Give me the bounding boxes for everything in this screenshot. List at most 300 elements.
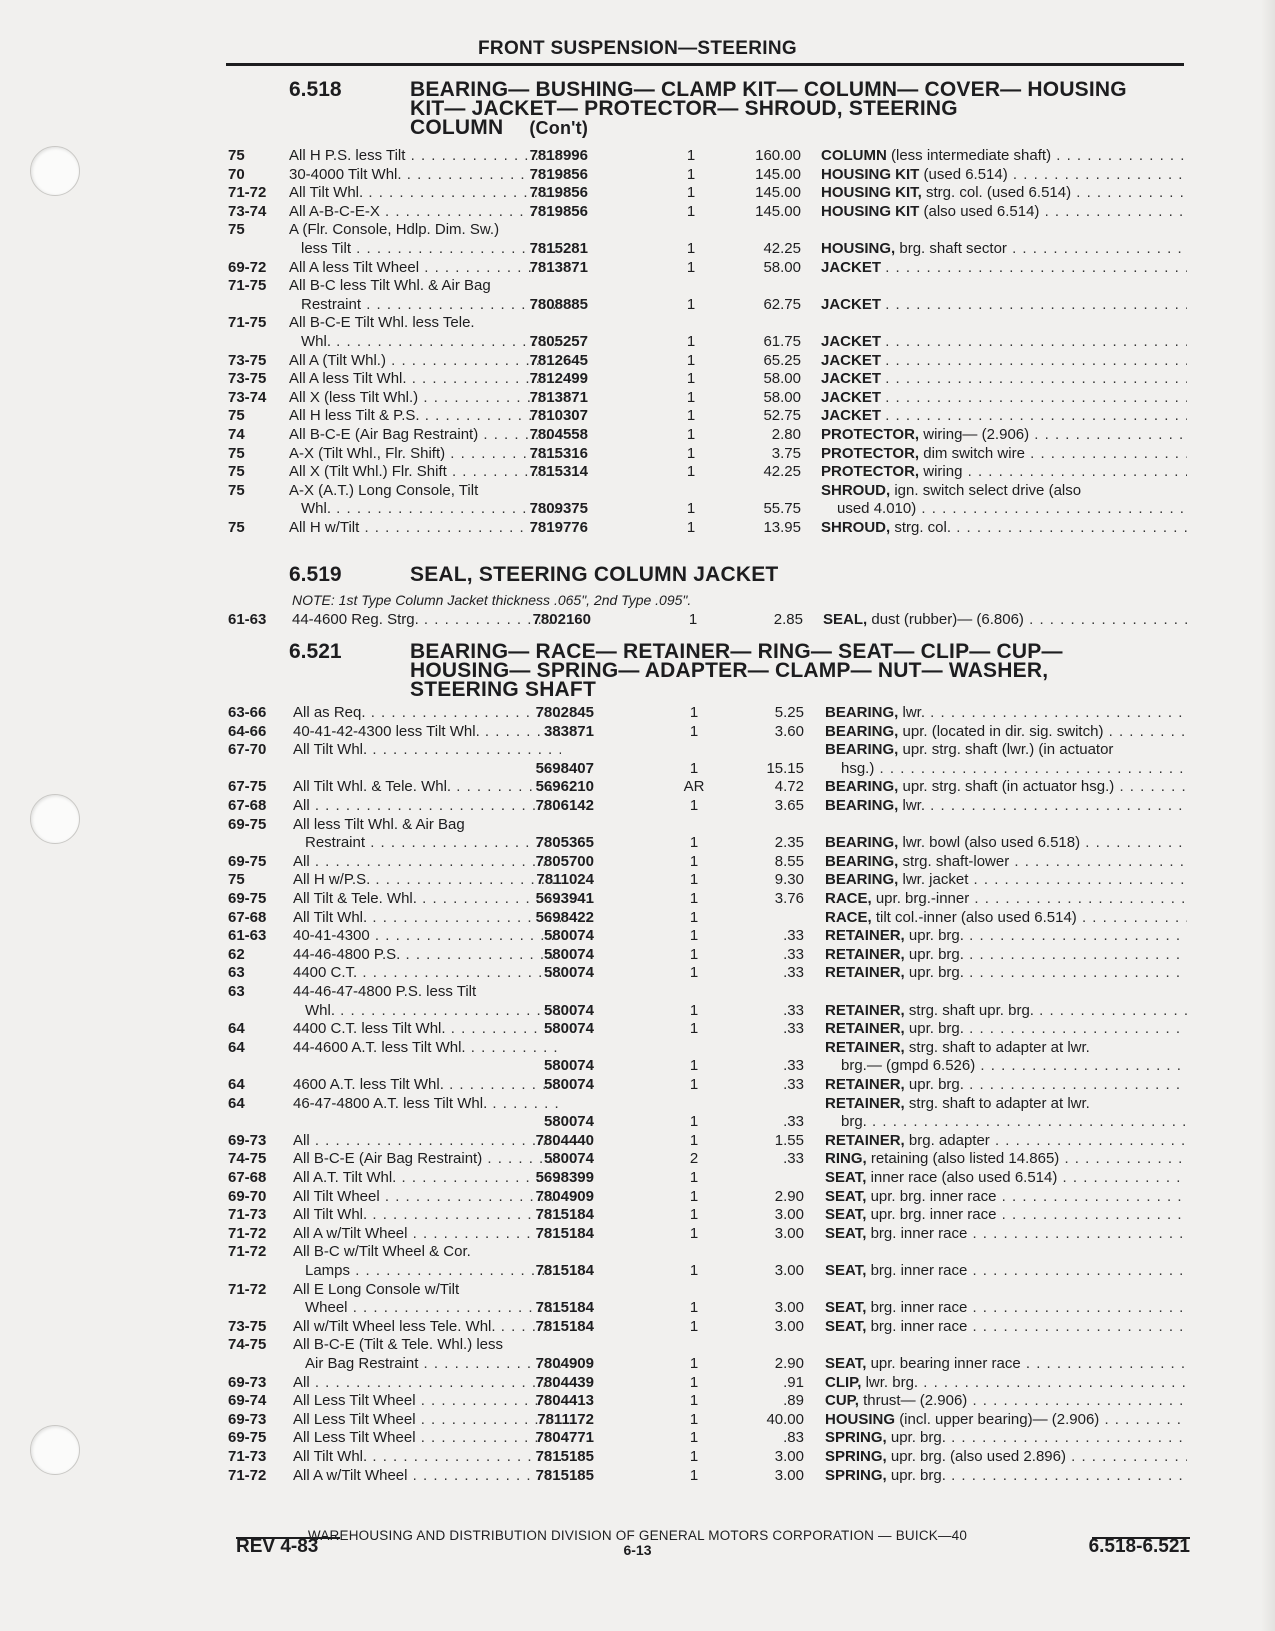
part-number: 7819856 bbox=[529, 165, 588, 183]
model-year: 74-75 bbox=[228, 1336, 267, 1354]
part-description bbox=[821, 239, 1187, 258]
part-entry-line bbox=[0, 963, 1275, 982]
part-name: JACKET bbox=[821, 351, 882, 369]
quantity: 1 bbox=[688, 611, 698, 628]
part-entry-line bbox=[0, 481, 1275, 500]
price: 3.00 bbox=[774, 1262, 804, 1279]
part-detail: strg. shaft upr. brg. bbox=[908, 1001, 1034, 1019]
part-detail: strg. col. (used 6.514) bbox=[926, 184, 1072, 202]
part-detail: brg. inner race bbox=[870, 1317, 968, 1335]
part-number: 7815184 bbox=[535, 1299, 594, 1317]
page-number: 6-13 bbox=[623, 1542, 652, 1558]
price: .33 bbox=[783, 1020, 804, 1038]
price: .33 bbox=[783, 1076, 804, 1093]
model-application: All H w/Tilt . . . bbox=[289, 518, 557, 537]
part-entry-line bbox=[0, 1019, 1275, 1038]
model-application: 4600 A.T. less Tilt Whl. . . . bbox=[293, 1075, 561, 1094]
quantity: 1 bbox=[689, 1355, 699, 1372]
model-application: All H P.S. less Tilt . . . bbox=[289, 146, 557, 165]
quantity: 1 bbox=[689, 1392, 699, 1410]
part-number: 7809375 bbox=[529, 500, 588, 518]
price: 52.75 bbox=[763, 407, 801, 425]
model-year: 71-72 bbox=[228, 1224, 267, 1242]
model-year: 69-75 bbox=[228, 815, 267, 833]
part-detail: upr. brg. bbox=[890, 1429, 946, 1447]
price: 15.15 bbox=[766, 759, 804, 777]
part-name: JACKET bbox=[821, 407, 882, 425]
quantity: 1 bbox=[689, 927, 699, 945]
part-entry-line bbox=[0, 759, 1275, 778]
part-name: PROTECTOR, bbox=[821, 426, 920, 443]
part-name: JACKET bbox=[821, 333, 882, 350]
quantity: 1 bbox=[686, 184, 696, 202]
part-number: 7815185 bbox=[535, 1448, 594, 1465]
part-detail: wiring bbox=[923, 463, 963, 481]
part-detail: upr. strg. shaft (lwr.) (in actuator bbox=[902, 741, 1114, 759]
part-entry-line bbox=[0, 1149, 1275, 1168]
part-name: SHROUD, bbox=[821, 519, 891, 536]
part-number: 580074 bbox=[543, 1057, 594, 1075]
model-application: All Tilt Whl. & Tele. Whl. . . . bbox=[293, 777, 561, 796]
part-number: 580074 bbox=[543, 945, 594, 963]
quantity: 1 bbox=[689, 1224, 699, 1242]
price: 3.60 bbox=[774, 722, 804, 740]
part-name: BEARING, bbox=[825, 834, 899, 852]
quantity: 1 bbox=[689, 1076, 699, 1093]
quantity: 1 bbox=[689, 1206, 699, 1224]
model-application: Air Bag Restraint . . . bbox=[305, 1354, 561, 1373]
quantity: 1 bbox=[686, 407, 696, 425]
part-detail: upr. brg. bbox=[908, 1020, 964, 1038]
model-year: 67-68 bbox=[228, 797, 267, 814]
model-application: All A-B-C-E-X . . . bbox=[289, 202, 557, 221]
part-description bbox=[825, 1131, 1187, 1150]
part-entry-line bbox=[0, 258, 1275, 277]
model-application: 44-46-47-4800 P.S. less Tilt bbox=[293, 983, 477, 1000]
part-entry-line bbox=[0, 703, 1275, 722]
part-description bbox=[825, 796, 1187, 815]
part-name: SPRING, bbox=[825, 1429, 887, 1447]
model-year: 61-63 bbox=[228, 927, 267, 945]
part-description bbox=[821, 351, 1187, 370]
part-detail: (also used 6.514) bbox=[923, 202, 1040, 220]
part-number: 7815184 bbox=[535, 1206, 594, 1224]
quantity: 1 bbox=[689, 1410, 699, 1428]
price: 42.25 bbox=[763, 240, 801, 257]
model-application: All E Long Console w/Tilt bbox=[293, 1280, 460, 1298]
price: 58.00 bbox=[763, 370, 801, 388]
section-number: 6.518 bbox=[289, 78, 342, 101]
section-title bbox=[410, 565, 1190, 584]
quantity: 1 bbox=[686, 388, 696, 406]
part-name: BEARING, bbox=[825, 852, 899, 870]
part-description bbox=[825, 1187, 1187, 1206]
part-description bbox=[825, 777, 1187, 796]
part-number: 383871 bbox=[543, 722, 594, 740]
model-application: All B-C-E (Tilt & Tele. Whl.) less bbox=[293, 1336, 504, 1354]
part-name: RETAINER, bbox=[825, 1020, 905, 1038]
model-application: 4400 C.T. . . . bbox=[293, 963, 561, 982]
part-entry-line bbox=[0, 425, 1275, 444]
model-year: 64 bbox=[228, 1076, 245, 1093]
part-number: 7815184 bbox=[535, 1317, 594, 1335]
model-year: 71-75 bbox=[228, 314, 267, 332]
part-entry-line bbox=[0, 1187, 1275, 1206]
quantity: 1 bbox=[686, 202, 696, 220]
section-number: 6.519 bbox=[289, 563, 342, 586]
part-entry-line bbox=[0, 462, 1275, 481]
part-entry-line bbox=[0, 1001, 1275, 1020]
price: 62.75 bbox=[763, 295, 801, 313]
part-entry-line bbox=[0, 202, 1275, 221]
part-entry-line bbox=[0, 1335, 1275, 1354]
part-description bbox=[825, 740, 1187, 759]
part-number: 7812645 bbox=[529, 351, 588, 369]
part-entry-line bbox=[0, 1038, 1275, 1057]
model-application: 4400 C.T. less Tilt Whl. . . . bbox=[293, 1019, 561, 1038]
part-detail: upr. brg. bbox=[908, 1076, 964, 1093]
price: 9.30 bbox=[774, 871, 804, 889]
quantity: 1 bbox=[686, 444, 696, 462]
model-year: 75 bbox=[228, 147, 245, 164]
model-application: All Less Tilt Wheel . . . bbox=[293, 1428, 561, 1447]
part-detail: lwr. bowl (also used 6.518) bbox=[902, 834, 1081, 852]
model-year: 69-73 bbox=[228, 1373, 267, 1391]
part-description bbox=[821, 425, 1187, 444]
part-description bbox=[825, 1224, 1187, 1243]
model-application: All Tilt Whl. . . . bbox=[293, 1447, 561, 1466]
model-year: 74 bbox=[228, 426, 245, 443]
part-description bbox=[841, 1112, 1187, 1131]
part-entry-line bbox=[0, 220, 1275, 239]
part-number: 7805257 bbox=[529, 333, 588, 350]
header-rule bbox=[226, 63, 1184, 66]
model-application: All A less Tilt Whl. . . . bbox=[289, 369, 557, 388]
model-application: All X (less Tilt Whl.) . . . bbox=[289, 388, 557, 407]
part-description bbox=[821, 481, 1187, 500]
part-description bbox=[825, 1410, 1187, 1429]
part-entry-line bbox=[0, 1410, 1275, 1429]
model-year: 75 bbox=[228, 481, 245, 499]
part-entry-line bbox=[0, 1242, 1275, 1261]
part-name: RACE, bbox=[825, 908, 872, 926]
price: .33 bbox=[783, 964, 804, 982]
part-detail: lwr. brg. bbox=[865, 1373, 919, 1391]
price: 3.00 bbox=[774, 1224, 804, 1242]
part-detail: upr. (located in dir. sig. switch) bbox=[902, 722, 1104, 740]
model-application: Whl. . . . bbox=[305, 1001, 561, 1020]
model-year: 67-68 bbox=[228, 1169, 267, 1186]
model-application: All Tilt Whl. . . . bbox=[293, 908, 561, 927]
part-name: SPRING, bbox=[825, 1448, 887, 1465]
price: 13.95 bbox=[763, 519, 801, 536]
part-entry-line bbox=[0, 146, 1275, 165]
part-description bbox=[825, 1019, 1187, 1038]
model-year: 73-74 bbox=[228, 202, 267, 220]
part-name: RETAINER, bbox=[825, 1094, 905, 1112]
model-year: 75 bbox=[228, 871, 245, 889]
part-entry-line bbox=[0, 1261, 1275, 1280]
model-application: 30-4000 Tilt Whl. . . . bbox=[289, 165, 557, 184]
part-entry-line bbox=[0, 1224, 1275, 1243]
section-number: 6.521 bbox=[289, 640, 342, 663]
part-entry-line bbox=[0, 815, 1275, 834]
price: .89 bbox=[783, 1392, 804, 1410]
part-detail: (used 6.514) bbox=[923, 165, 1008, 183]
part-description bbox=[821, 146, 1187, 165]
quantity: 1 bbox=[686, 147, 696, 164]
part-number: 5693941 bbox=[535, 890, 594, 907]
price: 3.00 bbox=[774, 1448, 804, 1465]
group-reference: 6.518-6.521 bbox=[1088, 1536, 1190, 1557]
part-number: 7813871 bbox=[529, 388, 588, 406]
price: 1.55 bbox=[774, 1131, 804, 1149]
part-detail: wiring— (2.906) bbox=[923, 426, 1030, 443]
section-title bbox=[410, 80, 1190, 138]
model-year: 64-66 bbox=[228, 722, 267, 740]
part-detail: strg. shaft to adapter at lwr. bbox=[908, 1094, 1090, 1112]
model-application: All A less Tilt Wheel . . . bbox=[289, 258, 557, 277]
part-entry-line bbox=[0, 239, 1275, 258]
part-entry-line bbox=[0, 313, 1275, 332]
part-description bbox=[825, 1094, 1187, 1113]
part-entry-line bbox=[0, 870, 1275, 889]
model-year: 67-75 bbox=[228, 778, 267, 796]
price: 3.00 bbox=[774, 1317, 804, 1335]
part-entry-line bbox=[0, 833, 1275, 852]
part-number: 7815316 bbox=[529, 444, 588, 462]
price: 55.75 bbox=[763, 500, 801, 518]
part-number: 7808885 bbox=[529, 295, 588, 313]
part-detail: upr. brg. bbox=[908, 927, 964, 945]
section-note: NOTE: 1st Type Column Jacket thickness .065", 2nd Type .095". bbox=[292, 592, 692, 608]
model-year: 62 bbox=[228, 945, 245, 963]
part-name: SEAL, bbox=[823, 611, 868, 628]
part-description bbox=[821, 444, 1187, 463]
part-detail: upr. brg. bbox=[890, 1466, 946, 1484]
price: 2.85 bbox=[773, 611, 803, 628]
quantity: 1 bbox=[686, 500, 696, 518]
model-application: less Tilt . . . bbox=[301, 239, 557, 258]
part-number: 7819856 bbox=[529, 202, 588, 220]
model-year: 71-72 bbox=[228, 1466, 267, 1484]
quantity: AR bbox=[683, 778, 705, 796]
part-name: SEAT, bbox=[825, 1317, 867, 1335]
part-number: 7804440 bbox=[535, 1131, 594, 1149]
part-number: 5698422 bbox=[535, 908, 594, 926]
part-description bbox=[825, 1168, 1187, 1187]
part-description bbox=[825, 963, 1187, 982]
model-year: 67-68 bbox=[228, 908, 267, 926]
model-year: 73-74 bbox=[228, 388, 267, 406]
quantity: 1 bbox=[689, 1057, 699, 1075]
part-description bbox=[821, 406, 1187, 425]
quantity: 1 bbox=[689, 759, 699, 777]
model-application: Lamps . . . bbox=[305, 1261, 561, 1280]
part-entry-line bbox=[0, 1466, 1275, 1485]
part-description bbox=[821, 295, 1187, 314]
part-number: 580074 bbox=[543, 1076, 594, 1093]
part-entry-line bbox=[0, 1280, 1275, 1299]
part-entry-line bbox=[0, 1094, 1275, 1113]
model-application: All A w/Tilt Wheel . . . bbox=[293, 1224, 561, 1243]
quantity: 1 bbox=[689, 890, 699, 907]
part-number: 7819856 bbox=[529, 184, 588, 202]
part-detail: ign. switch select drive (also bbox=[894, 481, 1082, 499]
model-application: All A.T. Tilt Whl. . . . bbox=[293, 1168, 561, 1187]
part-entry-line bbox=[0, 1428, 1275, 1447]
part-number: 5698407 bbox=[535, 759, 594, 777]
part-entry-line bbox=[0, 276, 1275, 295]
part-description bbox=[821, 518, 1187, 537]
part-entry-line bbox=[0, 406, 1275, 425]
quantity: 1 bbox=[689, 1187, 699, 1205]
part-entry-line bbox=[0, 889, 1275, 908]
model-application: All B-C w/Tilt Wheel & Cor. bbox=[293, 1243, 471, 1261]
model-application: Restraint . . . bbox=[305, 833, 561, 852]
part-name: SEAT, bbox=[825, 1224, 867, 1242]
part-description bbox=[825, 870, 1187, 889]
part-detail: brg. bbox=[841, 1113, 867, 1131]
part-number: 5698399 bbox=[535, 1169, 594, 1186]
part-description bbox=[821, 258, 1187, 277]
part-number: 7805700 bbox=[535, 852, 594, 870]
part-number: 7810307 bbox=[529, 407, 588, 425]
quantity: 1 bbox=[689, 1020, 699, 1038]
price: 5.25 bbox=[774, 704, 804, 721]
model-year: 75 bbox=[228, 463, 245, 481]
part-name: BEARING, bbox=[825, 871, 899, 889]
model-application: All Less Tilt Wheel . . . bbox=[293, 1410, 561, 1429]
part-name: PROTECTOR, bbox=[821, 463, 920, 481]
continued-label: (Con't) bbox=[529, 118, 589, 138]
part-description bbox=[841, 759, 1187, 778]
part-entry-line bbox=[0, 388, 1275, 407]
part-entry-line bbox=[0, 610, 1275, 629]
part-detail: brg. inner race bbox=[870, 1224, 968, 1242]
part-description bbox=[825, 1298, 1187, 1317]
model-year: 73-75 bbox=[228, 370, 267, 388]
part-name: HOUSING KIT bbox=[821, 165, 920, 183]
price: 58.00 bbox=[763, 388, 801, 406]
part-entry-line bbox=[0, 1131, 1275, 1150]
model-year: 69-75 bbox=[228, 852, 267, 870]
model-year: 71-75 bbox=[228, 277, 267, 295]
part-number: 7804771 bbox=[535, 1429, 594, 1447]
part-detail: inner race (also used 6.514) bbox=[870, 1169, 1058, 1186]
model-year: 63 bbox=[228, 964, 245, 982]
price: .83 bbox=[783, 1429, 804, 1447]
part-detail: thrust— (2.906) bbox=[863, 1392, 968, 1410]
part-name: RING, bbox=[825, 1150, 867, 1168]
model-application: All B-C less Tilt Whl. & Air Bag bbox=[289, 277, 491, 295]
quantity: 1 bbox=[689, 797, 699, 814]
part-number: 7812499 bbox=[529, 370, 588, 388]
part-description bbox=[825, 1205, 1187, 1224]
part-detail: strg. shaft-lower bbox=[902, 852, 1010, 870]
quantity: 1 bbox=[689, 1113, 699, 1131]
part-entry-line bbox=[0, 499, 1275, 518]
part-name: CUP, bbox=[825, 1392, 859, 1410]
quantity: 1 bbox=[689, 1169, 699, 1186]
quantity: 1 bbox=[686, 258, 696, 276]
part-name: BEARING, bbox=[825, 704, 899, 721]
part-description bbox=[825, 1466, 1187, 1485]
part-entry-line bbox=[0, 183, 1275, 202]
part-number: 580074 bbox=[543, 927, 594, 945]
model-application: All . . . bbox=[293, 796, 561, 815]
price: 65.25 bbox=[763, 351, 801, 369]
quantity: 1 bbox=[689, 1317, 699, 1335]
part-name: COLUMN bbox=[821, 147, 887, 164]
part-detail: dust (rubber)— (6.806) bbox=[871, 611, 1024, 628]
part-name: SHROUD, bbox=[821, 481, 891, 499]
part-name: JACKET bbox=[821, 388, 882, 406]
model-application: Whl. . . . bbox=[301, 499, 557, 518]
model-application: All A (Tilt Whl.) . . . bbox=[289, 351, 557, 370]
model-application: All A w/Tilt Wheel . . . bbox=[293, 1466, 561, 1485]
price: 3.75 bbox=[771, 444, 801, 462]
part-name: SEAT, bbox=[825, 1169, 867, 1186]
model-year: 69-74 bbox=[228, 1392, 267, 1410]
part-detail: brg. inner race bbox=[870, 1299, 968, 1317]
part-detail: upr. brg. (also used 2.896) bbox=[890, 1448, 1066, 1465]
model-year: 74-75 bbox=[228, 1150, 267, 1168]
model-application: All as Req. . . . bbox=[293, 703, 561, 722]
model-year: 71-72 bbox=[228, 1243, 267, 1261]
model-year: 69-75 bbox=[228, 1429, 267, 1447]
model-year: 75 bbox=[228, 407, 245, 425]
model-application: 44-46-4800 P.S. . . . bbox=[293, 945, 561, 964]
page-title: FRONT SUSPENSION—STEERING bbox=[478, 38, 797, 59]
quantity: 1 bbox=[689, 704, 699, 721]
part-description bbox=[825, 1391, 1187, 1410]
quantity: 1 bbox=[689, 1299, 699, 1317]
model-year: 73-75 bbox=[228, 351, 267, 369]
model-year: 67-70 bbox=[228, 741, 267, 759]
model-application: All Tilt Whl. . . . bbox=[289, 183, 557, 202]
part-number: 7804413 bbox=[535, 1392, 594, 1410]
part-detail: brg. adapter bbox=[908, 1131, 990, 1149]
part-entry-line bbox=[0, 852, 1275, 871]
model-application: All Tilt Whl. . . . bbox=[293, 740, 561, 759]
part-detail: brg. inner race bbox=[870, 1262, 968, 1279]
part-number: 7804558 bbox=[529, 426, 588, 443]
model-application: All less Tilt Whl. & Air Bag bbox=[293, 815, 465, 833]
part-entry-line bbox=[0, 369, 1275, 388]
part-description bbox=[841, 1056, 1187, 1075]
quantity: 1 bbox=[689, 852, 699, 870]
model-application: All w/Tilt Wheel less Tele. Whl. . . . bbox=[293, 1317, 561, 1336]
quantity: 1 bbox=[686, 426, 696, 443]
price: 145.00 bbox=[755, 165, 801, 183]
price: 4.72 bbox=[774, 778, 804, 796]
quantity: 1 bbox=[689, 1429, 699, 1447]
part-description bbox=[825, 1373, 1187, 1392]
price: .91 bbox=[783, 1373, 804, 1391]
quantity: 1 bbox=[686, 370, 696, 388]
footer-publisher: WAREHOUSING AND DISTRIBUTION DIVISION OF GENERAL MOTORS CORPORATION — BUICK—40 bbox=[307, 1528, 968, 1543]
model-application: A (Flr. Console, Hdlp. Dim. Sw.) bbox=[289, 221, 500, 239]
part-description bbox=[837, 499, 1187, 518]
model-year: 69-73 bbox=[228, 1410, 267, 1428]
part-detail: hsg.) bbox=[841, 759, 875, 777]
part-number: 7805365 bbox=[535, 834, 594, 852]
part-detail: upr. bearing inner race bbox=[870, 1355, 1021, 1372]
part-name: JACKET bbox=[821, 295, 882, 313]
model-application: 40-41-42-4300 less Tilt Whl. . . . bbox=[293, 722, 561, 741]
part-name: HOUSING, bbox=[821, 240, 896, 257]
